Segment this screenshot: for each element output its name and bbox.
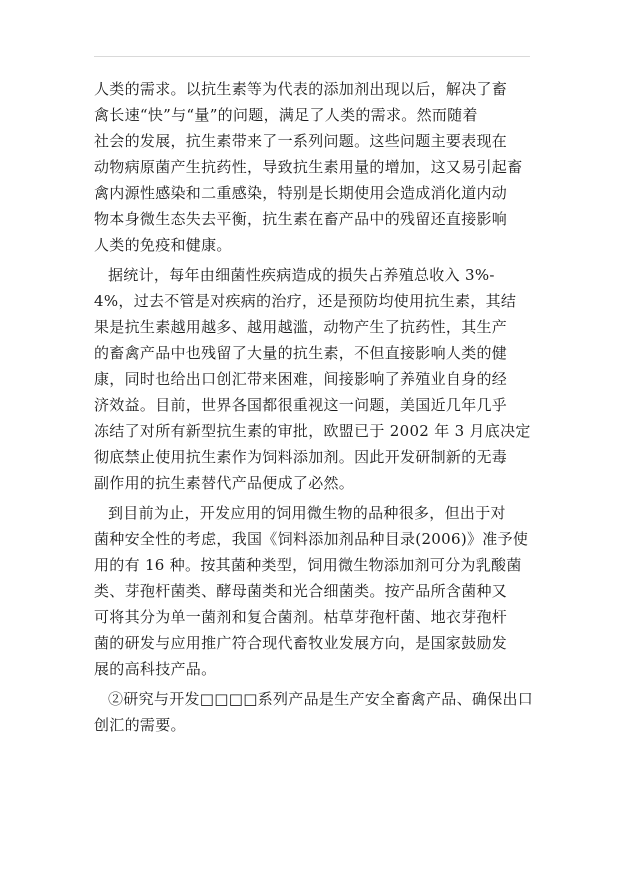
paragraph-first-line: 据统计，每年由细菌性疾病造成的损失占养殖总收入 3%-	[108, 266, 495, 284]
text-line: 康，同时也给出口创汇带来困难，间接影响了养殖业自身的经	[94, 370, 508, 388]
text-line: 动物病原菌产生抗药性，导致抗生素用量的增加，这又易引起畜	[94, 158, 523, 176]
text-line: 展的高科技产品。	[94, 660, 217, 678]
text-line: 用的有 16 种。按其菌种类型，饲用微生物添加剂可分为乳酸菌	[94, 556, 522, 574]
text-line: 彻底禁止使用抗生素作为饲料添加剂。因此开发研制新的无毒	[94, 448, 508, 466]
header-rule	[94, 56, 530, 57]
text-line: 菌种安全性的考虑，我国《饲料添加剂品种目录(2006)》准予使	[94, 530, 529, 548]
text-line: 副作用的抗生素替代产品便成了必然。	[94, 474, 355, 492]
text-line: 禽长速“快”与“量”的问题，满足了人类的需求。然而随着	[94, 106, 478, 124]
text-line: 菌的研发与应用推广符合现代畜牧业发展方向，是国家鼓励发	[94, 634, 508, 652]
text-line: 可将其分为单一菌剂和复合菌剂。枯草芽孢杆菌、地衣芽孢杆	[94, 608, 508, 626]
text-line: 人类的免疫和健康。	[94, 236, 232, 254]
text-line: 的畜禽产品中也残留了大量的抗生素，不但直接影响人类的健	[94, 344, 508, 362]
text-line: 禽内源性感染和二重感染，特别是长期使用会造成消化道内动	[94, 184, 508, 202]
text-line: 人类的需求。以抗生素等为代表的添加剂出现以后，解决了畜	[94, 80, 508, 98]
text-line: 创汇的需要。	[94, 716, 186, 734]
paragraph-first-line: ②研究与开发□□□□系列产品是生产安全畜禽产品、确保出口	[108, 690, 534, 708]
text-line: 社会的发展，抗生素带来了一系列问题。这些问题主要表现在	[94, 132, 508, 150]
text-line: 果是抗生素越用越多、越用越滥，动物产生了抗药性，其生产	[94, 318, 508, 336]
text-line: 4%，过去不管是对疾病的治疗，还是预防均使用抗生素，其结	[94, 292, 517, 310]
text-line: 物本身微生态失去平衡，抗生素在畜产品中的残留还直接影响	[94, 210, 508, 228]
paragraph-first-line: 到目前为止，开发应用的饲用微生物的品种很多，但出于对	[108, 504, 506, 522]
text-line: 济效益。目前，世界各国都很重视这一问题，美国近几年几乎	[94, 396, 508, 414]
text-line: 冻结了对所有新型抗生素的审批，欧盟已于 2002 年 3 月底决定	[94, 422, 531, 440]
text-line: 类、芽孢杆菌类、酵母菌类和光合细菌类。按产品所含菌种又	[94, 582, 508, 600]
